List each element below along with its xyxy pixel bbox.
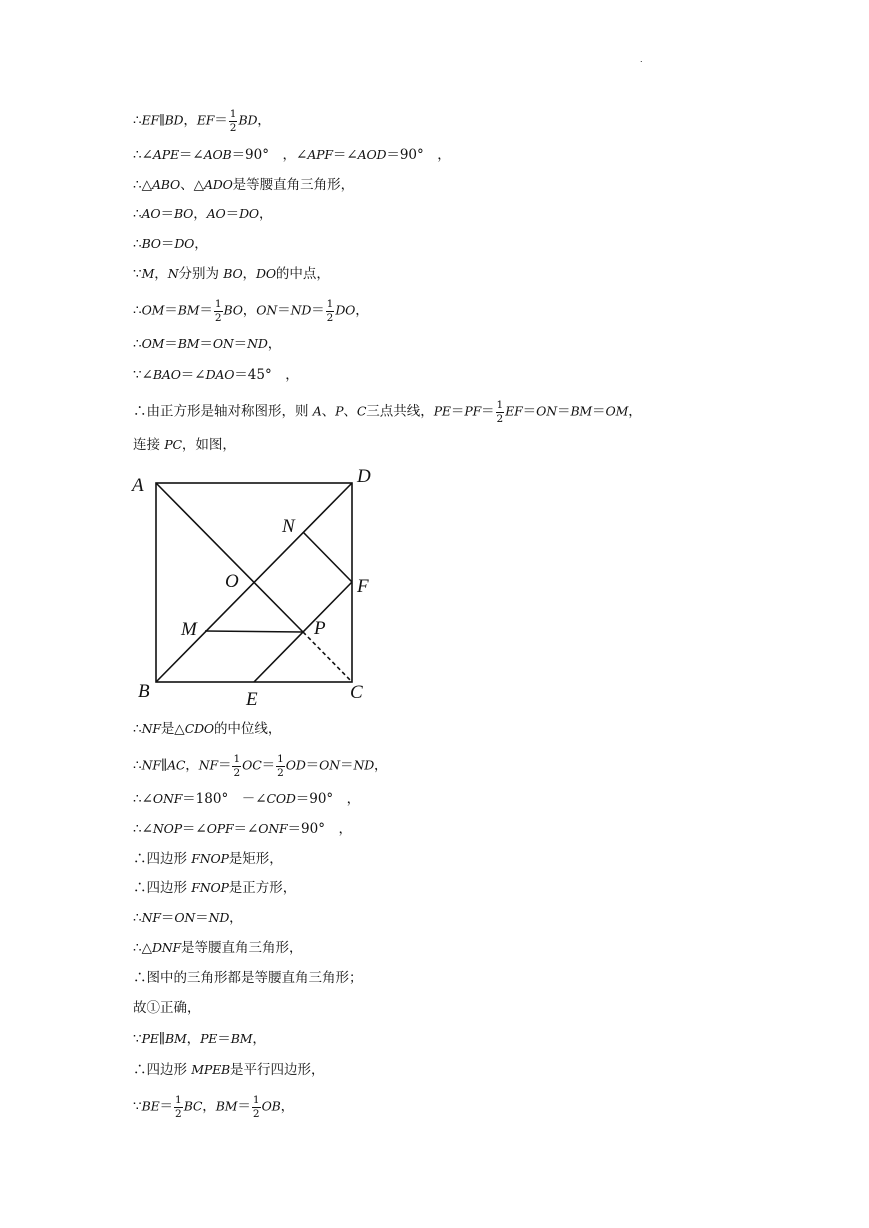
proof-line-20: ∴图中的三角形都是等腰直角三角形； <box>133 970 363 986</box>
proof-line-22: ∵PE∥BM，PE＝BM， <box>133 1031 266 1047</box>
proof-line-2: ∴∠APE＝∠AOB＝90° ，∠APF＝∠AOD＝90° ， <box>133 147 451 163</box>
proof-line-1: ∴EF∥BD，EF＝ $\frac{1}{2}$ BD， <box>133 108 271 134</box>
proof-line-6: ∵M，N分别为 BO，DO的中点， <box>133 266 330 282</box>
label-d: D <box>357 466 371 487</box>
proof-line-10: ∴由正方形是轴对称图形，则 A、P、C三点共线，PE＝PF＝ $\frac{1}{2}$ EF＝ON＝BM＝OM， <box>133 399 642 425</box>
proof-line-7: ∴OM＝BM＝ $\frac{1}{2}$ BO，ON＝ND＝ $\frac{1}{2}$ DO， <box>133 298 369 324</box>
label-a: A <box>132 475 144 496</box>
proof-line-24: ∵BE＝ $\frac{1}{2}$ BC，BM＝ $\frac{1}{2}$ OB， <box>133 1094 295 1120</box>
fraction: $\frac{1}{2}$ <box>214 298 222 324</box>
proof-line-11: 连接 PC，如图， <box>133 437 236 453</box>
label-o: O <box>225 571 239 592</box>
proof-line-21: 故①正确， <box>133 1000 201 1016</box>
fraction: $\frac{1}{2}$ <box>252 1094 260 1120</box>
proof-line-18: ∴NF＝ON＝ND， <box>133 910 243 926</box>
proof-line-16: ∴四边形 FNOP是矩形， <box>133 851 283 867</box>
proof-line-15: ∴∠NOP＝∠OPF＝∠ONF＝90° ， <box>133 821 352 837</box>
segment-ao <box>156 483 303 632</box>
page-marker: . <box>640 54 643 64</box>
segment-nf <box>303 532 352 582</box>
label-f: F <box>357 576 369 597</box>
fraction: $\frac{1}{2}$ <box>229 108 237 134</box>
fraction: $\frac{1}{2}$ <box>175 1094 182 1120</box>
proof-line-3: ∴△ABO、△ADO是等腰直角三角形， <box>133 177 355 193</box>
segment-pc <box>303 632 352 682</box>
proof-line-17: ∴四边形 FNOP是正方形， <box>133 880 297 896</box>
proof-line-4: ∴AO＝BO，AO＝DO， <box>133 206 273 222</box>
proof-line-23: ∴四边形 MPEB是平行四边形， <box>133 1062 325 1078</box>
segment-mp <box>205 631 303 632</box>
geometry-figure <box>128 462 388 712</box>
label-p: P <box>314 618 326 639</box>
fraction: $\frac{1}{2}$ <box>496 399 504 425</box>
proof-line-5: ∴BO＝DO， <box>133 236 208 252</box>
label-n: N <box>282 516 295 537</box>
proof-line-13: ∴NF∥AC，NF＝ $\frac{1}{2}$ OC＝ $\frac{1}{2}$ OD＝ON＝ND， <box>133 753 388 779</box>
label-m: M <box>181 619 197 640</box>
proof-line-12: ∴NF是△CDO的中位线， <box>133 721 282 737</box>
fraction: $\frac{1}{2}$ <box>233 753 241 779</box>
label-b: B <box>138 681 150 702</box>
fraction: $\frac{1}{2}$ <box>277 753 284 779</box>
fraction: $\frac{1}{2}$ <box>326 298 334 324</box>
proof-line-14: ∴∠ONF＝180° －∠COD＝90° ， <box>133 791 361 807</box>
proof-line-8: ∴OM＝BM＝ON＝ND， <box>133 336 282 352</box>
label-e: E <box>246 689 258 710</box>
proof-line-9: ∵∠BAO＝∠DAO＝45° ， <box>133 367 299 383</box>
proof-line-19: ∴△DNF是等腰直角三角形， <box>133 940 303 956</box>
label-c: C <box>350 682 363 703</box>
